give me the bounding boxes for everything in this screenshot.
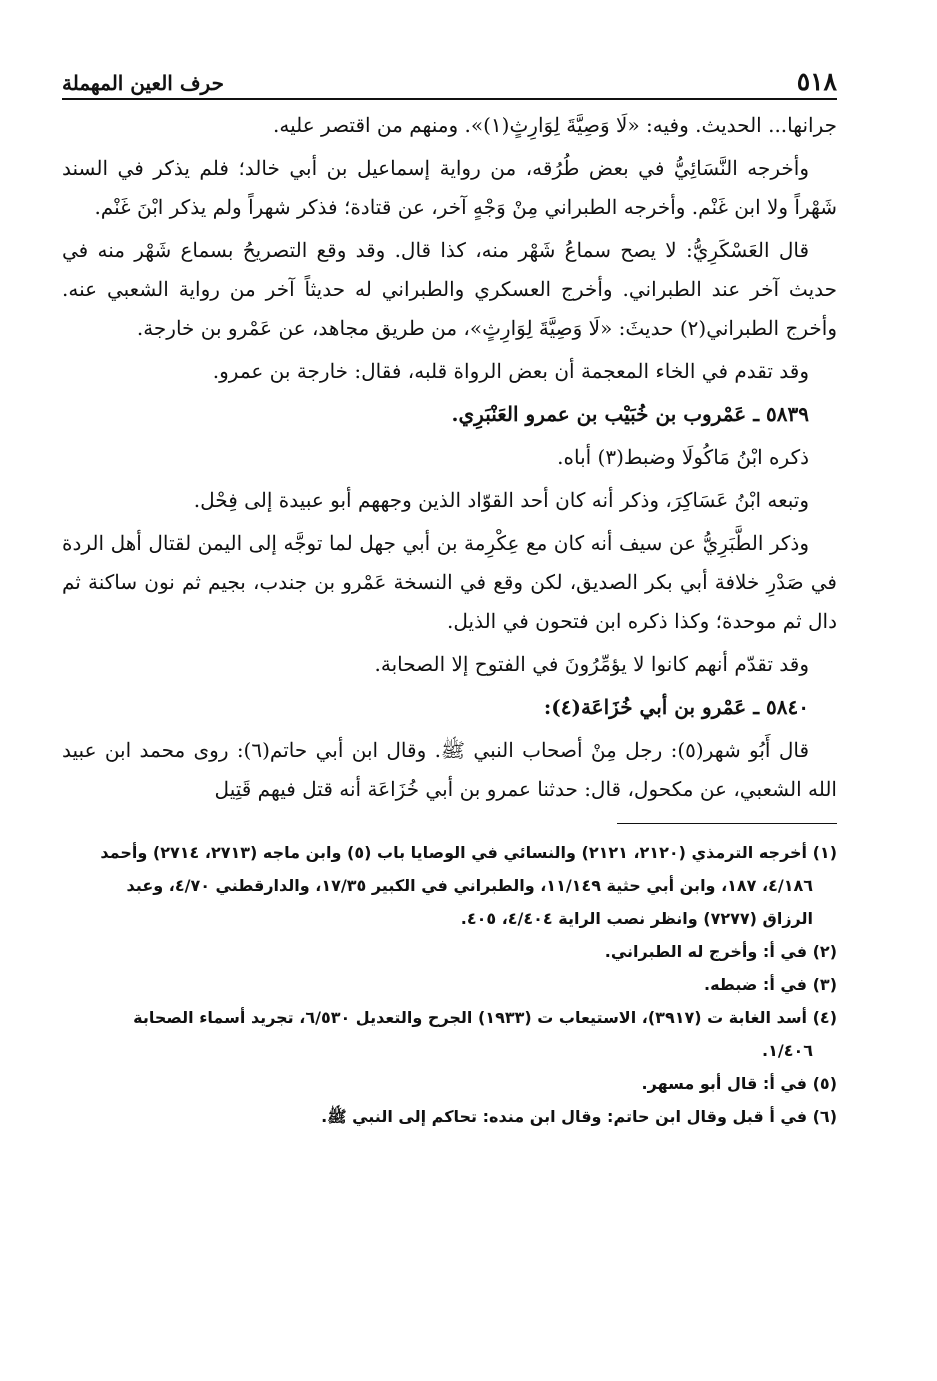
page-number: ٥١٨ [796,67,837,96]
paragraph: قال أَبُو شهر(٥): رجل مِنْ أصحاب النبي ﷺ. وقال ابن أبي حاتم(٦): روى محمد ابن عبيد الله الشعبي، عن مكحول، قال: حدثنا عمرو بن أبي خُزَاعَة أنه قتل فيهم قَتِيل [62,738,837,801]
paragraph: وقد تقدم في الخاء المعجمة أن بعض الرواة قلبه، فقال: خارجة بن عمرو. [212,359,809,383]
footnote-continuation: الرزاق (٧٢٧٧) وانظر نصب الراية ٤/٤٠٤، ٤٠٥. [460,909,813,928]
footnote: (٦) في أ قبل وقال ابن حاتم: وقال ابن منده: تحاكم إلى النبي ﷺ. [321,1107,837,1126]
running-title: حرف العين المهملة [62,71,224,95]
footnote: (٥) في أ: قال أبو مسهر. [641,1074,837,1093]
paragraph: ذكره ابْنُ مَاكُولَا وضبط(٣) أباه. [557,445,809,469]
page-header [62,58,837,100]
paragraph: جرانها... الحديث. وفيه: «لَا وَصِيَّةَ لِوَارِثٍ(١)». ومنهم من اقتصر عليه. [273,113,837,137]
main-text [62,106,837,809]
footnote-continuation: ٤/١٨٦، ١٨٧، وابن أبي حثية ١١/١٤٩، والطبراني في الكبير ١٧/٣٥، والدارقطني ٤/٧٠، وعبد [126,876,813,895]
paragraph: وذكر الطَّبَرِيُّ عن سيف أنه كان مع عِكْرِمة بن أبي جهل لما توجَّه إلى اليمن لقتال أهل الردة في صَدْرِ خلافة أبي بكر الصديق، لكن وقع في النسخة عَمْرو بن جندب، بجيم ثم نون ساكنة ثم دال ثم موحدة؛ وكذا ذكره ابن فتحون في الذيل. [62,531,837,633]
paragraph: وأخرجه النَّسَائِيُّ في بعض طُرُقه، من رواية إسماعيل بن أبي خالد؛ فلم يذكر في السند شَهْراً ولا ابن غَنْم. وأخرجه الطبراني مِنْ وَجْهٍ آخر، عن قتادة؛ فذكر شهراً ولم يذكر ابْنَ غَنْم. [62,156,837,219]
footnotes [62,836,837,1133]
footnote-divider [617,823,837,824]
footnote: (٢) في أ: وأخرج له الطبراني. [604,942,837,961]
footnote: (٣) في أ: ضبطه. [703,975,837,994]
footnote: (٤) أسد الغابة ت (٣٩١٧)، الاستيعاب ت (١٩٣٣) الجرح والتعديل ٦/٥٣٠، تجريد أسماء الصحابة [133,1008,837,1027]
paragraph: وقد تقدّم أنهم كانوا لا يؤمِّرُونَ في الفتوح إلا الصحابة. [374,652,809,676]
footnote-continuation: ١/٤٠٦. [762,1041,813,1060]
paragraph: وتبعه ابْنُ عَسَاكِرَ، وذكر أنه كان أحد القوّاد الذين وجههم أبو عبيدة إلى فِحْل. [193,488,809,512]
entry-heading: ٥٨٣٩ ـ عَمْروب بن خُبَيْب بن عمرو العَنْبَرِي. [451,402,809,426]
entry-heading: ٥٨٤٠ ـ عَمْرو بن أبي خُزَاعَة(٤): [543,695,809,719]
footnote: (١) أخرجه الترمذي (٢١٢٠، ٢١٢١) والنسائي في الوصايا باب (٥) وابن ماجه (٢٧١٣، ٢٧١٤) وأحمد [100,843,837,862]
paragraph: قال العَسْكَرِيُّ: لا يصح سماعُ شَهْر منه، كذا قال. وقد وقع التصريحُ بسماع شَهْر منه في حديث آخر عند الطبراني. وأخرج العسكري والطبراني له حديثاً آخر من رواية الشعبي عنه. وأخرج الطبراني(٢) حديثَ: «لَا وَصِيَّةَ لِوَارِثٍ»، من طريق مجاهد، عن عَمْرو بن خارجة. [62,238,837,340]
